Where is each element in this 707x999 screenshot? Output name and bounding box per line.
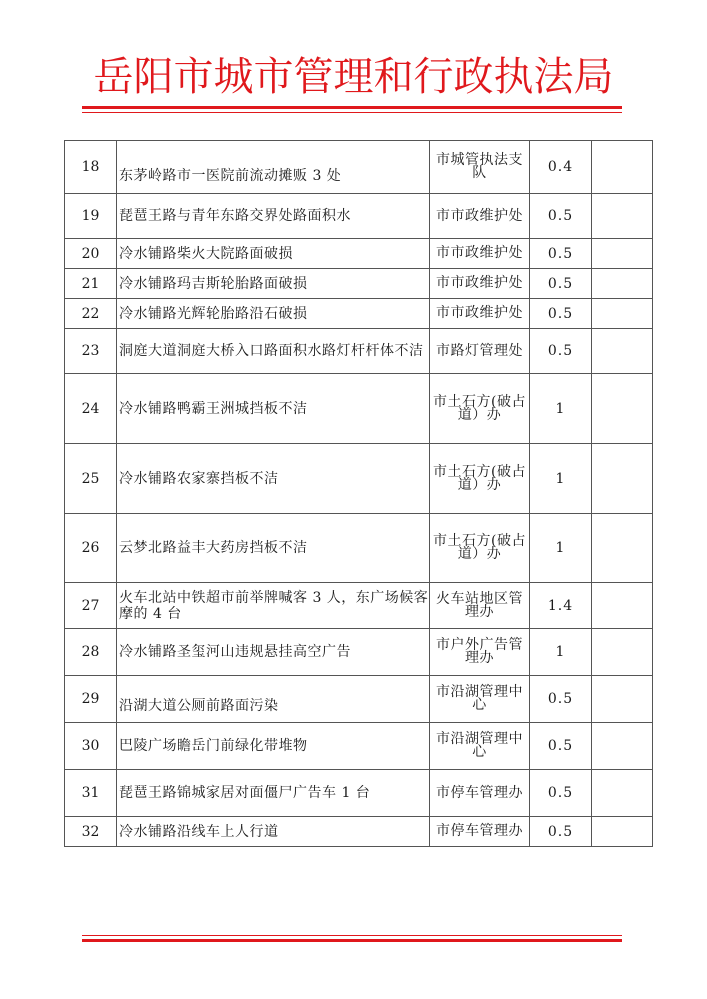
table-row: [65, 723, 653, 770]
row-description: 冷水铺路农家寨挡板不洁: [117, 444, 430, 514]
row-description: 琵琶王路与青年东路交界处路面积水: [117, 194, 430, 239]
row-department: 市户外广告管理办: [430, 629, 530, 676]
row-blank-cell: [592, 194, 653, 239]
row-description: 洞庭大道洞庭大桥入口路面积水路灯杆杆体不洁: [117, 329, 430, 374]
row-blank-cell: [592, 239, 653, 269]
row-score: 1: [530, 444, 592, 514]
footer-rule-thick: [82, 939, 622, 942]
row-blank-cell: [592, 723, 653, 770]
row-description: 云梦北路益丰大药房挡板不洁: [117, 514, 430, 583]
row-description: 冷水铺路沿线车上人行道: [117, 817, 430, 847]
row-number: 20: [65, 239, 117, 269]
row-number: 32: [65, 817, 117, 847]
row-description: 沿湖大道公厕前路面污染: [117, 676, 430, 723]
row-number: 30: [65, 723, 117, 770]
row-number: 26: [65, 514, 117, 583]
footer-rule-thin: [82, 935, 622, 936]
row-score: 1: [530, 629, 592, 676]
table-row: [65, 583, 653, 629]
row-blank-cell: [592, 299, 653, 329]
row-department: 市土石方(破占道）办: [430, 374, 530, 444]
row-department: 市土石方(破占道）办: [430, 514, 530, 583]
table-row: [65, 374, 653, 444]
row-blank-cell: [592, 676, 653, 723]
row-number: 18: [65, 141, 117, 194]
table-row: [65, 329, 653, 374]
table-row: [65, 299, 653, 329]
row-number: 25: [65, 444, 117, 514]
row-department: 火车站地区管理办: [430, 583, 530, 629]
row-description: 琵琶王路锦城家居对面僵尸广告车 1 台: [117, 770, 430, 817]
row-department: 市沿湖管理中心: [430, 676, 530, 723]
row-department: 市停车管理办: [430, 817, 530, 847]
row-score: 0.5: [530, 817, 592, 847]
row-blank-cell: [592, 770, 653, 817]
row-department: 市土石方(破占道）办: [430, 444, 530, 514]
row-number: 24: [65, 374, 117, 444]
row-number: 29: [65, 676, 117, 723]
row-score: 1: [530, 374, 592, 444]
row-department: 市市政维护处: [430, 239, 530, 269]
row-number: 21: [65, 269, 117, 299]
header-rule-thin: [82, 112, 622, 113]
row-score: 0.5: [530, 723, 592, 770]
row-department: 市沿湖管理中心: [430, 723, 530, 770]
row-blank-cell: [592, 629, 653, 676]
row-score: 0.5: [530, 299, 592, 329]
row-blank-cell: [592, 269, 653, 299]
row-score: 0.5: [530, 194, 592, 239]
row-department: 市路灯管理处: [430, 329, 530, 374]
row-department: 市市政维护处: [430, 299, 530, 329]
row-description: 火车北站中铁超市前举牌喊客 3 人，东广场候客摩的 4 台: [117, 583, 430, 629]
inspection-table: [64, 140, 653, 847]
row-score: 0.5: [530, 676, 592, 723]
header-rule-thick: [82, 106, 622, 109]
row-blank-cell: [592, 583, 653, 629]
row-department: 市市政维护处: [430, 269, 530, 299]
row-blank-cell: [592, 329, 653, 374]
table-row: [65, 269, 653, 299]
table-row: [65, 629, 653, 676]
row-number: 27: [65, 583, 117, 629]
table-row: [65, 770, 653, 817]
table-row: [65, 194, 653, 239]
letterhead-title: 岳阳市城市管理和行政执法局: [93, 54, 614, 100]
table-row: [65, 817, 653, 847]
row-department: 市城管执法支队: [430, 141, 530, 194]
row-number: 22: [65, 299, 117, 329]
row-score: 0.5: [530, 269, 592, 299]
table-row: [65, 141, 653, 194]
table-row: [65, 676, 653, 723]
row-score: 0.4: [530, 141, 592, 194]
table-row: [65, 514, 653, 583]
row-description: 东茅岭路市一医院前流动摊贩 3 处: [117, 141, 430, 194]
row-number: 23: [65, 329, 117, 374]
row-department: 市市政维护处: [430, 194, 530, 239]
row-description: 冷水铺路玛吉斯轮胎路面破损: [117, 269, 430, 299]
row-blank-cell: [592, 444, 653, 514]
row-score: 1.4: [530, 583, 592, 629]
row-description: 巴陵广场瞻岳门前绿化带堆物: [117, 723, 430, 770]
row-number: 28: [65, 629, 117, 676]
row-blank-cell: [592, 374, 653, 444]
row-description: 冷水铺路圣玺河山违规悬挂高空广告: [117, 629, 430, 676]
row-description: 冷水铺路柴火大院路面破损: [117, 239, 430, 269]
row-blank-cell: [592, 817, 653, 847]
row-blank-cell: [592, 141, 653, 194]
row-description: 冷水铺路鸭霸王洲城挡板不洁: [117, 374, 430, 444]
table-row: [65, 444, 653, 514]
row-score: 0.5: [530, 770, 592, 817]
row-number: 31: [65, 770, 117, 817]
row-number: 19: [65, 194, 117, 239]
row-score: 1: [530, 514, 592, 583]
row-department: 市停车管理办: [430, 770, 530, 817]
row-score: 0.5: [530, 239, 592, 269]
row-description: 冷水铺路光辉轮胎路沿石破损: [117, 299, 430, 329]
row-score: 0.5: [530, 329, 592, 374]
row-blank-cell: [592, 514, 653, 583]
table-row: [65, 239, 653, 269]
